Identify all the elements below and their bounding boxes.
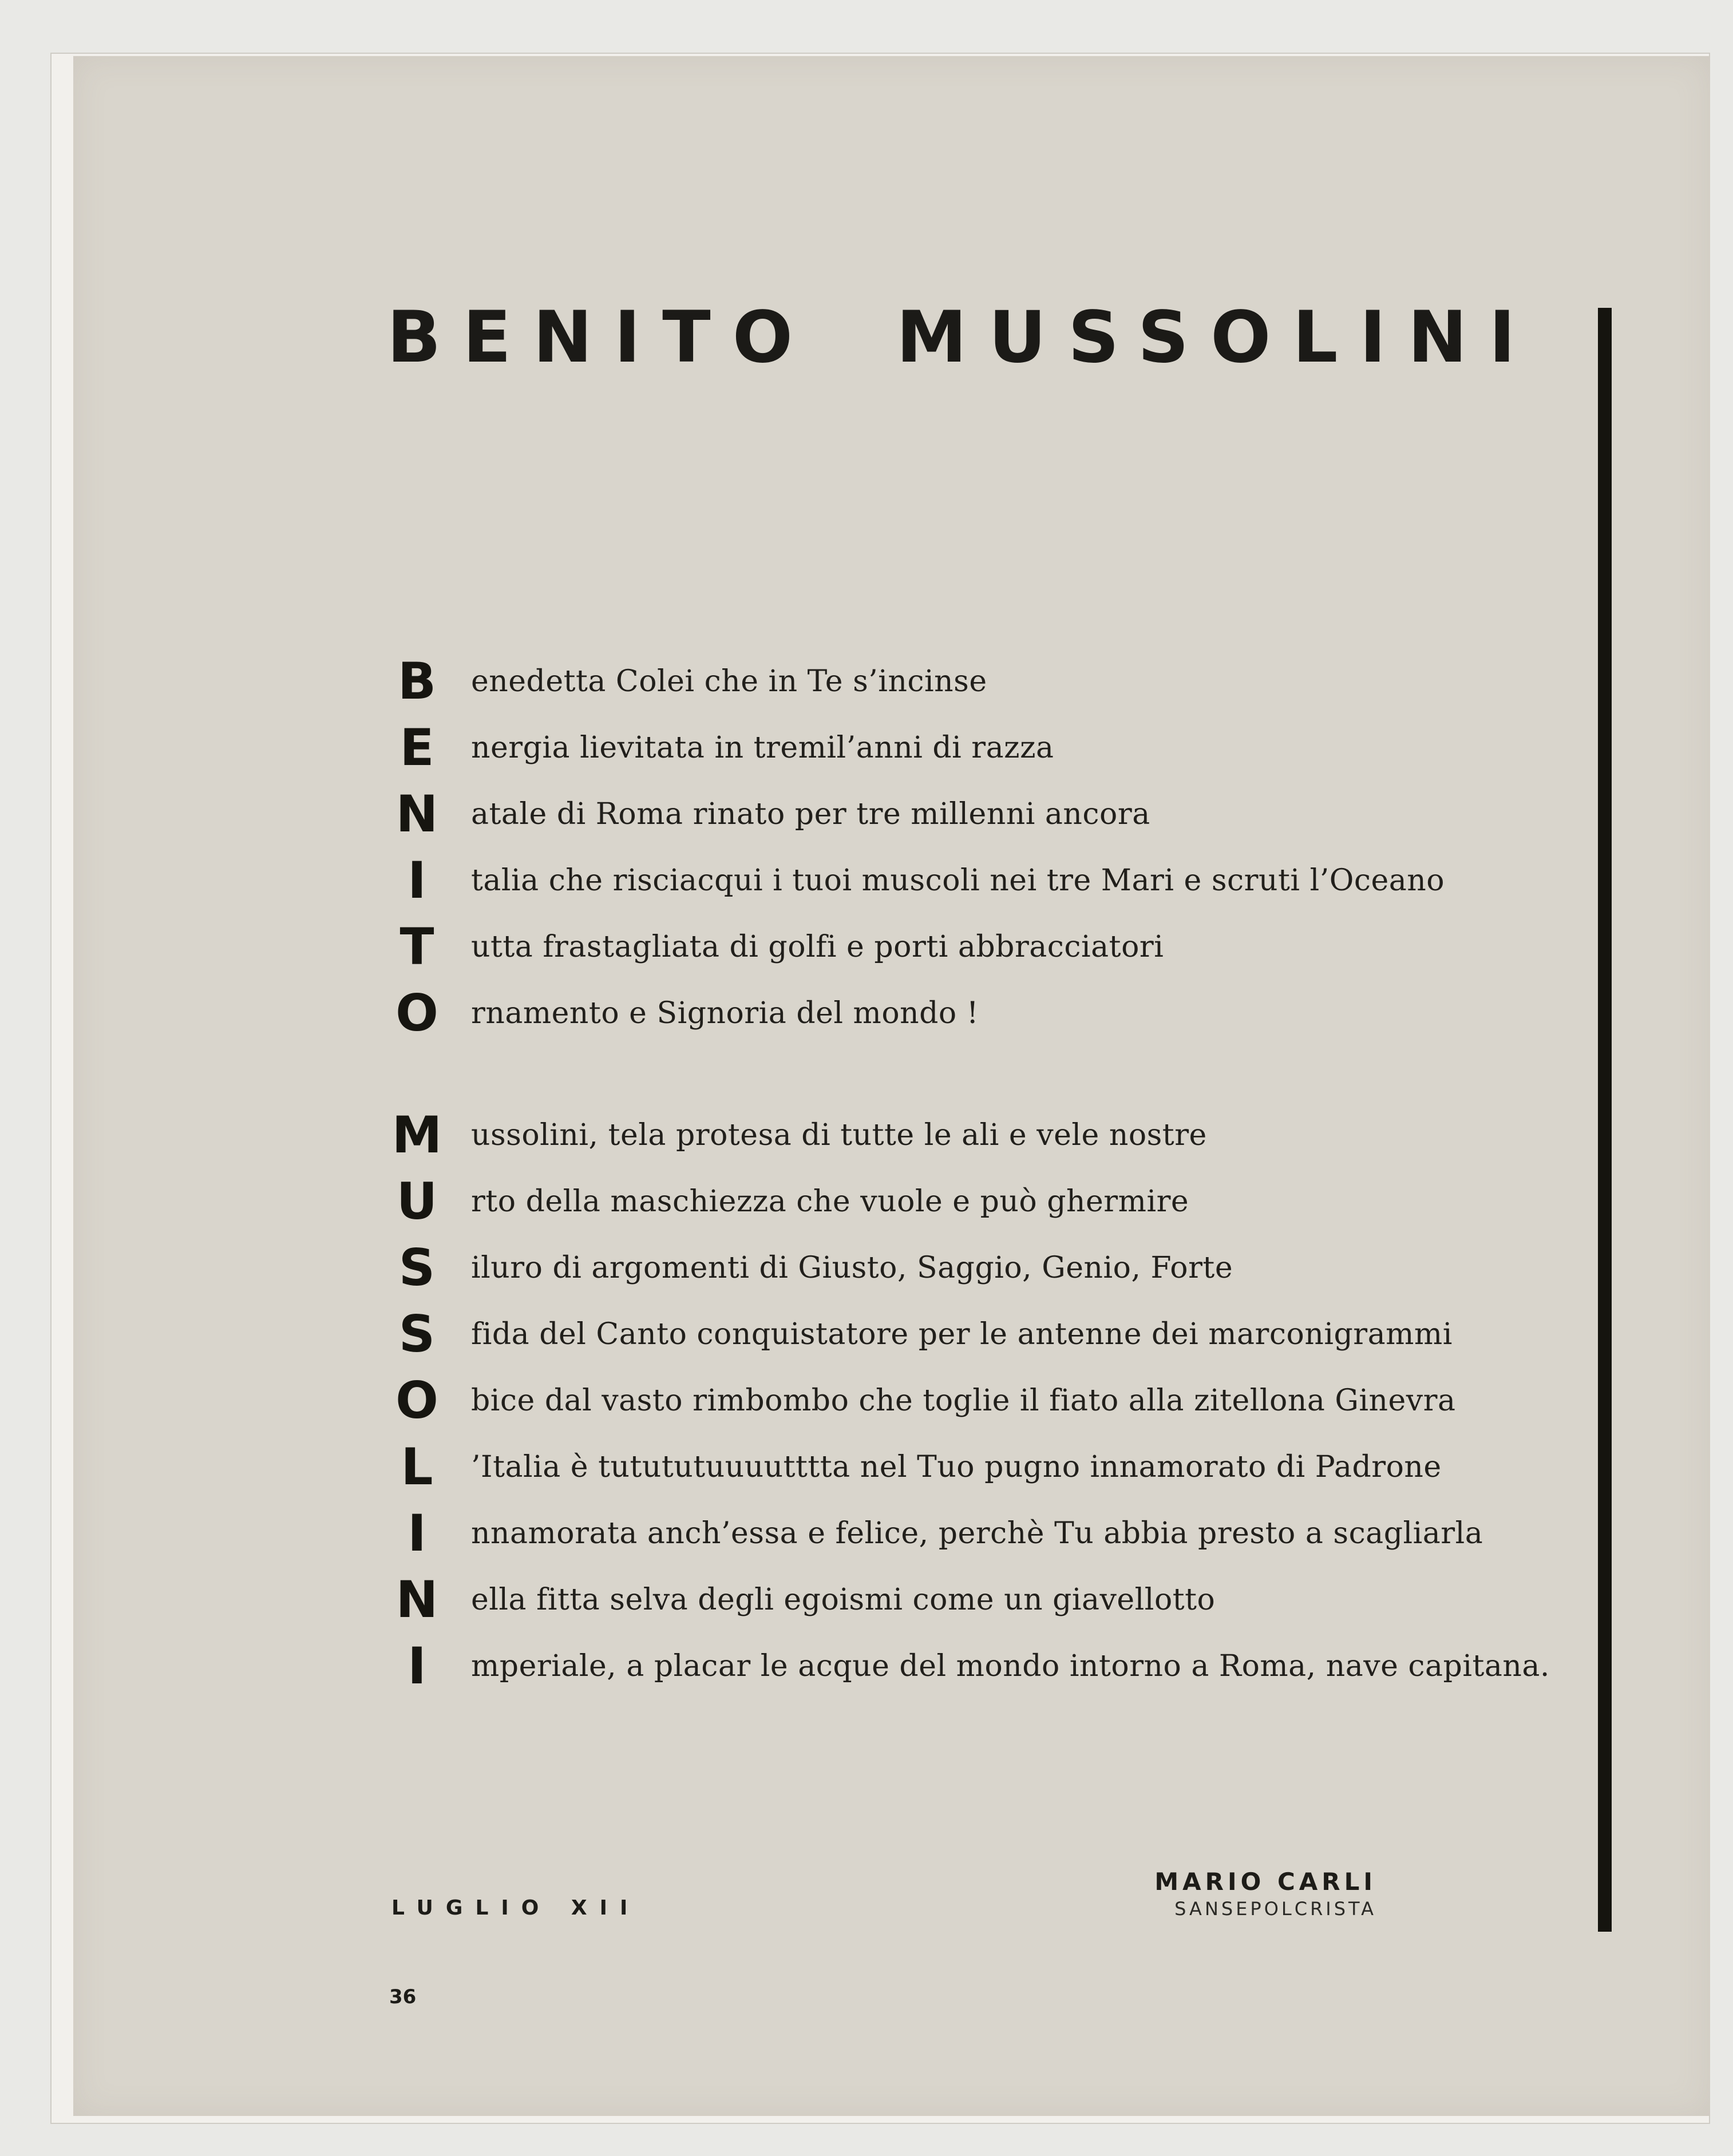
acrostic-initial: B [397,652,437,711]
poem-stanza-1 [387,648,1445,1047]
verse-text: nergia lievitata in tremil’anni di razza [471,731,1054,765]
verse-line [387,781,1445,847]
acrostic-initial: O [395,984,438,1043]
verse-line [387,980,1445,1047]
verse-line [387,1434,1550,1500]
verse-text: utta frastagliata di golfi e porti abbracciatori [471,930,1164,964]
acrostic-initial: O [395,1371,438,1430]
verse-text: rnamento e Signoria del mondo ! [471,996,979,1031]
acrostic-initial: M [391,1105,442,1164]
verse-line [387,1567,1550,1633]
verse-text: ’Italia è tutututuuuutttta nel Tuo pugno innamorato di Padrone [471,1450,1442,1484]
verse-text: talia che risciacqui i tuoi muscoli nei tre Mari e scruti l’Oceano [471,863,1445,898]
verse-text: rto della maschiezza che vuole e può ghermire [471,1184,1189,1219]
acrostic-initial: N [395,784,438,843]
author-signature [1154,1868,1376,1920]
verse-text: enedetta Colei che in Te s’incinse [471,664,987,699]
document-page [73,56,1710,2116]
verse-text: nnamorata anch’essa e felice, perchè Tu abbia presto a scagliarla [471,1516,1483,1551]
verse-line [387,1102,1550,1168]
verse-line [387,1168,1550,1235]
verse-line [387,648,1445,715]
acrostic-initial: I [407,851,426,910]
verse-line [387,1301,1550,1368]
dateline: LUGLIO XII [391,1896,640,1920]
verse-text: bice dal vasto rimbombo che toglie il fiato alla zitellona Ginevra [471,1384,1456,1418]
acrostic-initial: U [396,1172,438,1231]
acrostic-initial: T [399,917,434,976]
acrostic-initial: N [395,1570,438,1629]
verse-text: mperiale, a placar le acque del mondo intorno a Roma, nave capitana. [471,1649,1550,1683]
author-title: SANSEPOLCRISTA [1174,1898,1376,1920]
acrostic-initial: S [398,1238,436,1297]
title-last-name: MUSSOLINI [896,296,1537,379]
verse-line [387,914,1445,980]
verse-text: iluro di argomenti di Giusto, Saggio, Genio, Forte [471,1251,1233,1285]
poem-stanza-2 [387,1102,1550,1699]
author-name: MARIO CARLI [1154,1868,1376,1896]
page-number: 36 [389,1985,417,2008]
verse-line [387,715,1445,781]
acrostic-initial: L [401,1437,433,1496]
verse-line [387,1500,1550,1567]
acrostic-initial: I [407,1636,426,1695]
verse-line [387,847,1445,914]
acrostic-initial: I [407,1504,426,1563]
verse-line [387,1633,1550,1699]
verse-line [387,1235,1550,1301]
vertical-rule [1598,308,1612,1932]
acrostic-initial: S [398,1305,436,1364]
acrostic-initial: E [399,718,434,777]
verse-line [387,1368,1550,1434]
verse-text: ella fitta selva degli egoismi come un giavellotto [471,1583,1216,1617]
title-first-name: BENITO [387,296,815,379]
verse-text: fida del Canto conquistatore per le antenne dei marconigrammi [471,1317,1453,1352]
verse-text: atale di Roma rinato per tre millenni ancora [471,797,1150,831]
verse-text: ussolini, tela protesa di tutte le ali e vele nostre [471,1118,1207,1152]
